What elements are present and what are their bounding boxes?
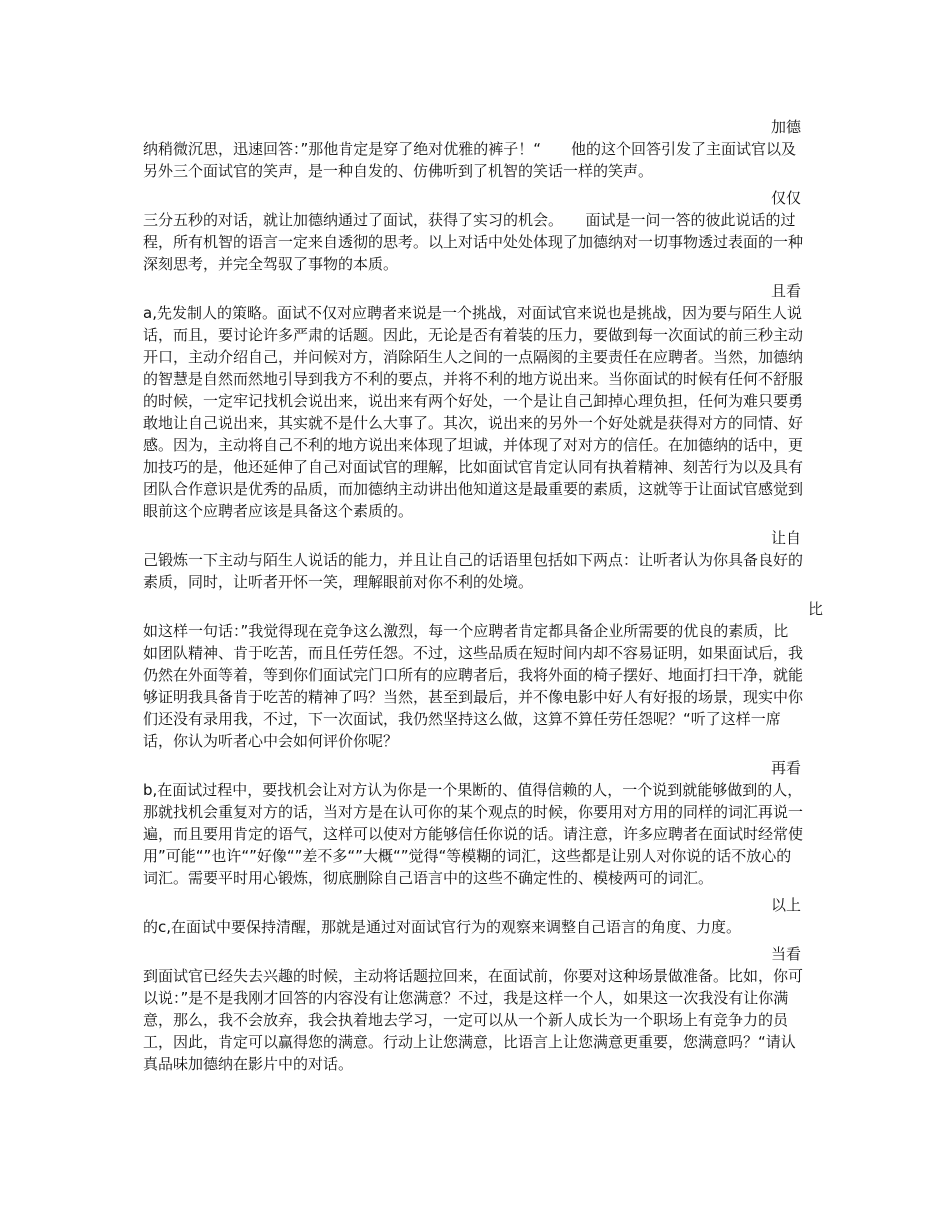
paragraph-lead: 当看 [770, 945, 801, 963]
paragraph-4 [143, 527, 803, 593]
paragraph-lead: 加德 [770, 118, 801, 136]
paragraph-lead: 以上 [770, 896, 801, 914]
paragraph-text: 如这样一句话：”我觉得现在竞争这么激烈，每一个应聘者肯定都具备企业所需要的优良的素质，比如团队精神、肯于吃苦，而且任劳任怨。不过，这些品质在短时间内却不容易证明，如果面试后，我仍然在外面等着，等到你们面试完门口所有的应聘者后，我将外面的椅子摆好、地面打扫干净，就能够证明我具备肯于吃苦的精神了吗？当然，甚至到最后，并不像电影中好人有好报的场景，现实中你们还没有录用我，不过，下一次面试，我仍然坚持这么做，这算不算任劳任怨呢？“听了这样一席话，你认为听者心中会如何评价你呢？ [143, 622, 804, 750]
paragraph-3 [143, 280, 803, 522]
paragraph-lead: 且看 [770, 282, 801, 300]
paragraph-lead: 比 [807, 600, 823, 618]
paragraph-text: 到面试官已经失去兴趣的时候，主动将话题拉回来，在面试前，你要对这种场景做准备。比如，你可以说：”是不是我刚才回答的内容没有让您满意？不过，我是这样一个人，如果这一次我没有让你满意，那么，我不会放弃，我会执着地去学习，一定可以从一个新人成长为一个职场上有竞争力的员工，因此，肯定可以赢得您的满意。行动上让您满意，比语言上让您满意更重要，您满意吗？“请认真品味加德纳在影片中的对话。 [143, 967, 804, 1073]
paragraph-2 [143, 187, 803, 275]
paragraph-5 [143, 598, 823, 752]
paragraph-text: a,先发制人的策略。面试不仅对应聘者来说是一个挑战，对面试官来说也是挑战，因为要与陌生人说话，而且，要讨论许多严肃的话题。因此，无论是否有着装的压力，要做到每一次面试的前三秒主动开口，主动介绍自己，并问候对方，消除陌生人之间的一点隔阂的主要责任在应聘者。当然，加德纳的智慧是自然而然地引导到我方不利的要点，并将不利的地方说出来。当你面试的时候有任何不舒服的时候，一定牢记找机会说出来，说出来有两个好处，一个是让自己卸掉心理负担，任何为难只要勇敢地让自己说出来，其实就不是什么大事了。其次，说出来的另外一个好处就是获得对方的同情、好感。因为，主动将自己不利的地方说出来体现了坦诚，并体现了对对方的信任。在加德纳的话中，更加技巧的是，他还延伸了自己对面试官的理解，比如面试官肯定认同有执着精神、刻苦行为以及具有团队合作意识是优秀的品质，而加德纳主动讲出他知道这是最重要的素质，这就等于让面试官感觉到眼前这个应聘者应该是具备这个素质的。 [143, 304, 804, 520]
article-body [143, 116, 823, 1080]
paragraph-6 [143, 757, 803, 889]
paragraph-1 [143, 116, 803, 182]
paragraph-text: 三分五秒的对话，就让加德纳通过了面试，获得了实习的机会。 面试是一问一答的彼此说话的过程，所有机智的语言一定来自透彻的思考。以上对话中处处体现了加德纳对一切事物透过表面的一种深刻思考，并完全驾驭了事物的本质。 [143, 211, 804, 273]
paragraph-7 [143, 894, 803, 938]
paragraph-8 [143, 943, 803, 1075]
paragraph-text: b,在面试过程中，要找机会让对方认为你是一个果断的、值得信赖的人，一个说到就能够做到的人，那就找机会重复对方的话，当对方是在认可你的某个观点的时候，你要用对方用的同样的词汇再说一遍，而且要用肯定的语气，这样可以使对方能够信任你说的话。请注意，许多应聘者在面试时经常使用”可能“”也许“”好像“”差不多“”大概“”觉得“等模糊的词汇，这些都是让别人对你说的话不放心的词汇。需要平时用心锻炼，彻底删除自己语言中的这些不确定性的、模棱两可的词汇。 [143, 781, 804, 887]
paragraph-text: 纳稍微沉思，迅速回答：”那他肯定是穿了绝对优雅的裤子！“ 他的这个回答引发了主面试官以及另外三个面试官的笑声，是一种自发的、仿佛听到了机智的笑话一样的笑声。 [143, 140, 797, 180]
paragraph-lead: 仅仅 [770, 189, 801, 207]
paragraph-lead: 让自 [770, 529, 801, 547]
paragraph-text: 的c,在面试中要保持清醒，那就是通过对面试官行为的观察来调整自己语言的角度、力度。 [143, 918, 742, 936]
paragraph-text: 己锻炼一下主动与陌生人说话的能力，并且让自己的话语里包括如下两点：让听者认为你具备良好的素质，同时，让听者开怀一笑，理解眼前对你不利的处境。 [143, 551, 804, 591]
paragraph-lead: 再看 [770, 759, 801, 777]
